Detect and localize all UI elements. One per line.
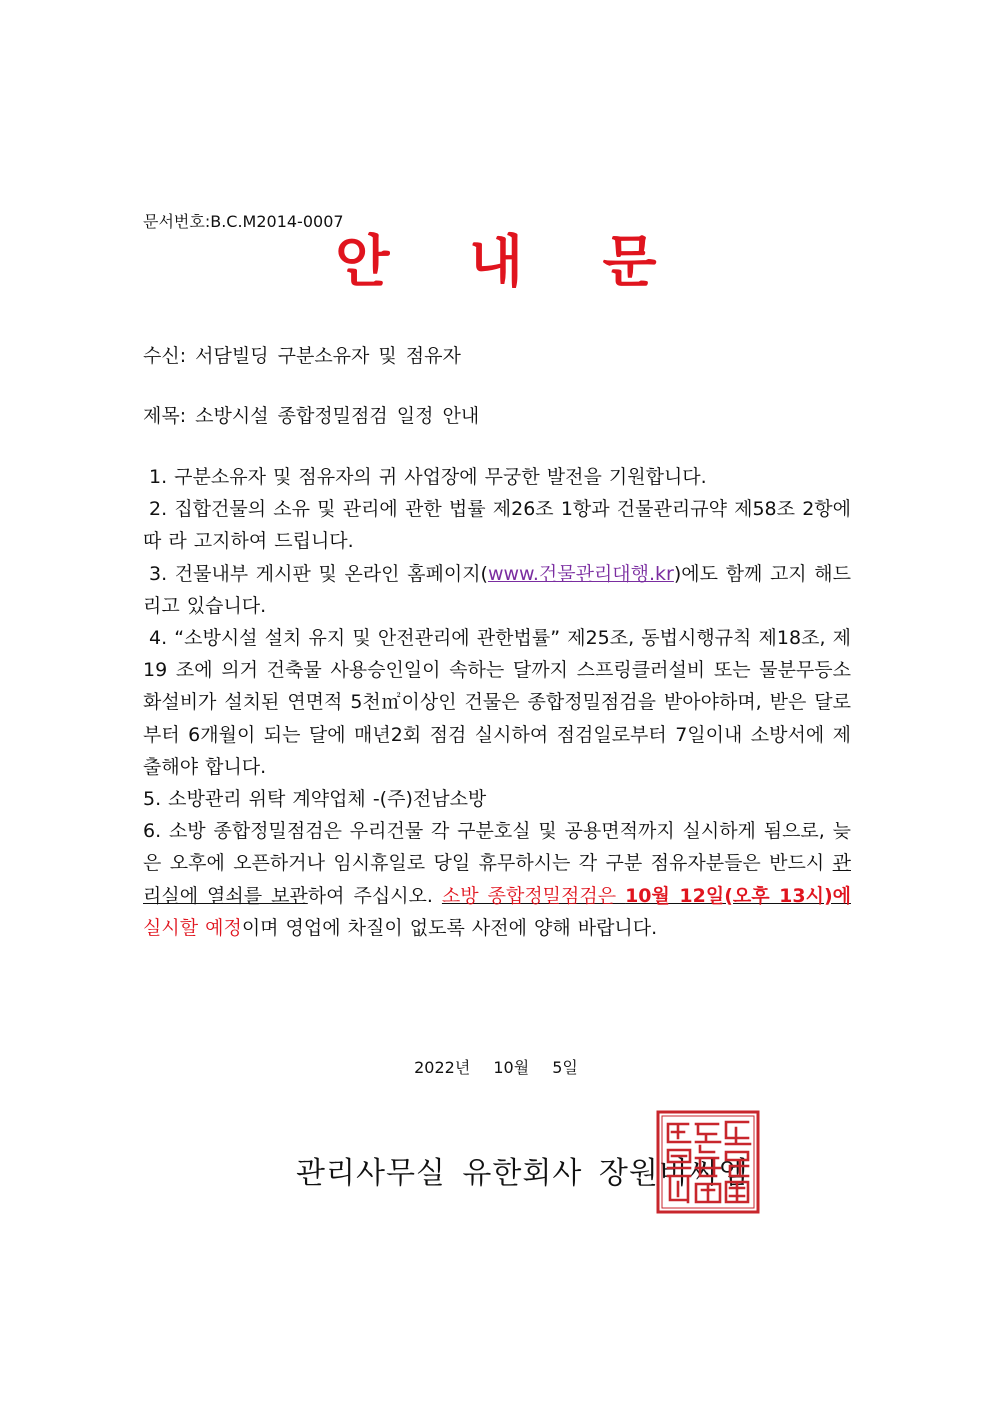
document-title: 안 내 문 [335, 230, 687, 295]
item-5: 5. 소방관리 위탁 계약업체 -(주)전남소방 [143, 788, 487, 811]
item-6 [143, 815, 851, 944]
company-seal-stamp [656, 1110, 760, 1214]
item-6-part3: 이며 영업에 차질이 없도록 사전에 양해 바랍니다. [241, 916, 658, 939]
item-3-text-after: )에도 함께 고지 해드리고 있습니다. [143, 562, 851, 617]
item-6-part1: 6. 소방 종합정밀점검은 우리건물 각 구분호실 및 공용면적까지 실시하게 됨으로, 늦은 오후에 오픈하거나 임시휴일로 당일 휴무하시는 각 구분 점유자분들은 반드시 [143, 820, 851, 875]
issue-date: 2022년 10월 5일 [414, 1058, 578, 1077]
item-2: 2. 집합건물의 소유 및 관리에 관한 법률 제26조 1항과 건물관리규약 제58조 2항에 따 라 고지하여 드립니다. [143, 498, 851, 553]
item-6-inspection-notice: 소방 종합정밀점검은 [441, 884, 626, 907]
item-3 [143, 558, 851, 622]
website-link[interactable]: www.건물관리대행.kr [487, 562, 674, 585]
body-text [143, 461, 851, 944]
item-6-scheduled: 실시할 예정 [143, 916, 242, 939]
item-6-part2: 하여 주십시오. [307, 884, 442, 907]
item-6-inspection-date: 10월 12일(오후 13시)에 [625, 884, 851, 907]
item-1: 1. 구분소유자 및 점유자의 귀 사업장에 무궁한 발전을 기원합니다. [149, 466, 707, 488]
recipient-line: 수신: 서담빌딩 구분소유자 및 점유자 [143, 345, 461, 367]
doc-number: 문서번호:B.C.M2014-0007 [143, 212, 344, 231]
subject-line: 제목: 소방시설 종합정밀점검 일정 안내 [143, 405, 480, 427]
signature-line: 관리사무실 유한회사 장원비씨엠 [296, 1156, 749, 1191]
item-6-key-storage: 관리실에 열쇠를 보관 [143, 852, 851, 907]
item-3-text-before: 3. 건물내부 게시판 및 온라인 홈페이지( [149, 562, 488, 585]
item-4: 4. “소방시설 설치 유지 및 안전관리에 관한법률” 제25조, 동법시행규칙 제18조, 제19 조에 의거 건축물 사용승인일이 속하는 달까지 스프링클러설비 또는 물분무등소화설비가 설치된 연면적 5천㎡이상인 건물은 종합정밀점검을 받아야하며, 받은 달로부터 6개월이 되는 달에 매년2회 점검 실시하여 점검일로부터 7일이내 소방서에 제출해야 합니다. [143, 627, 851, 778]
